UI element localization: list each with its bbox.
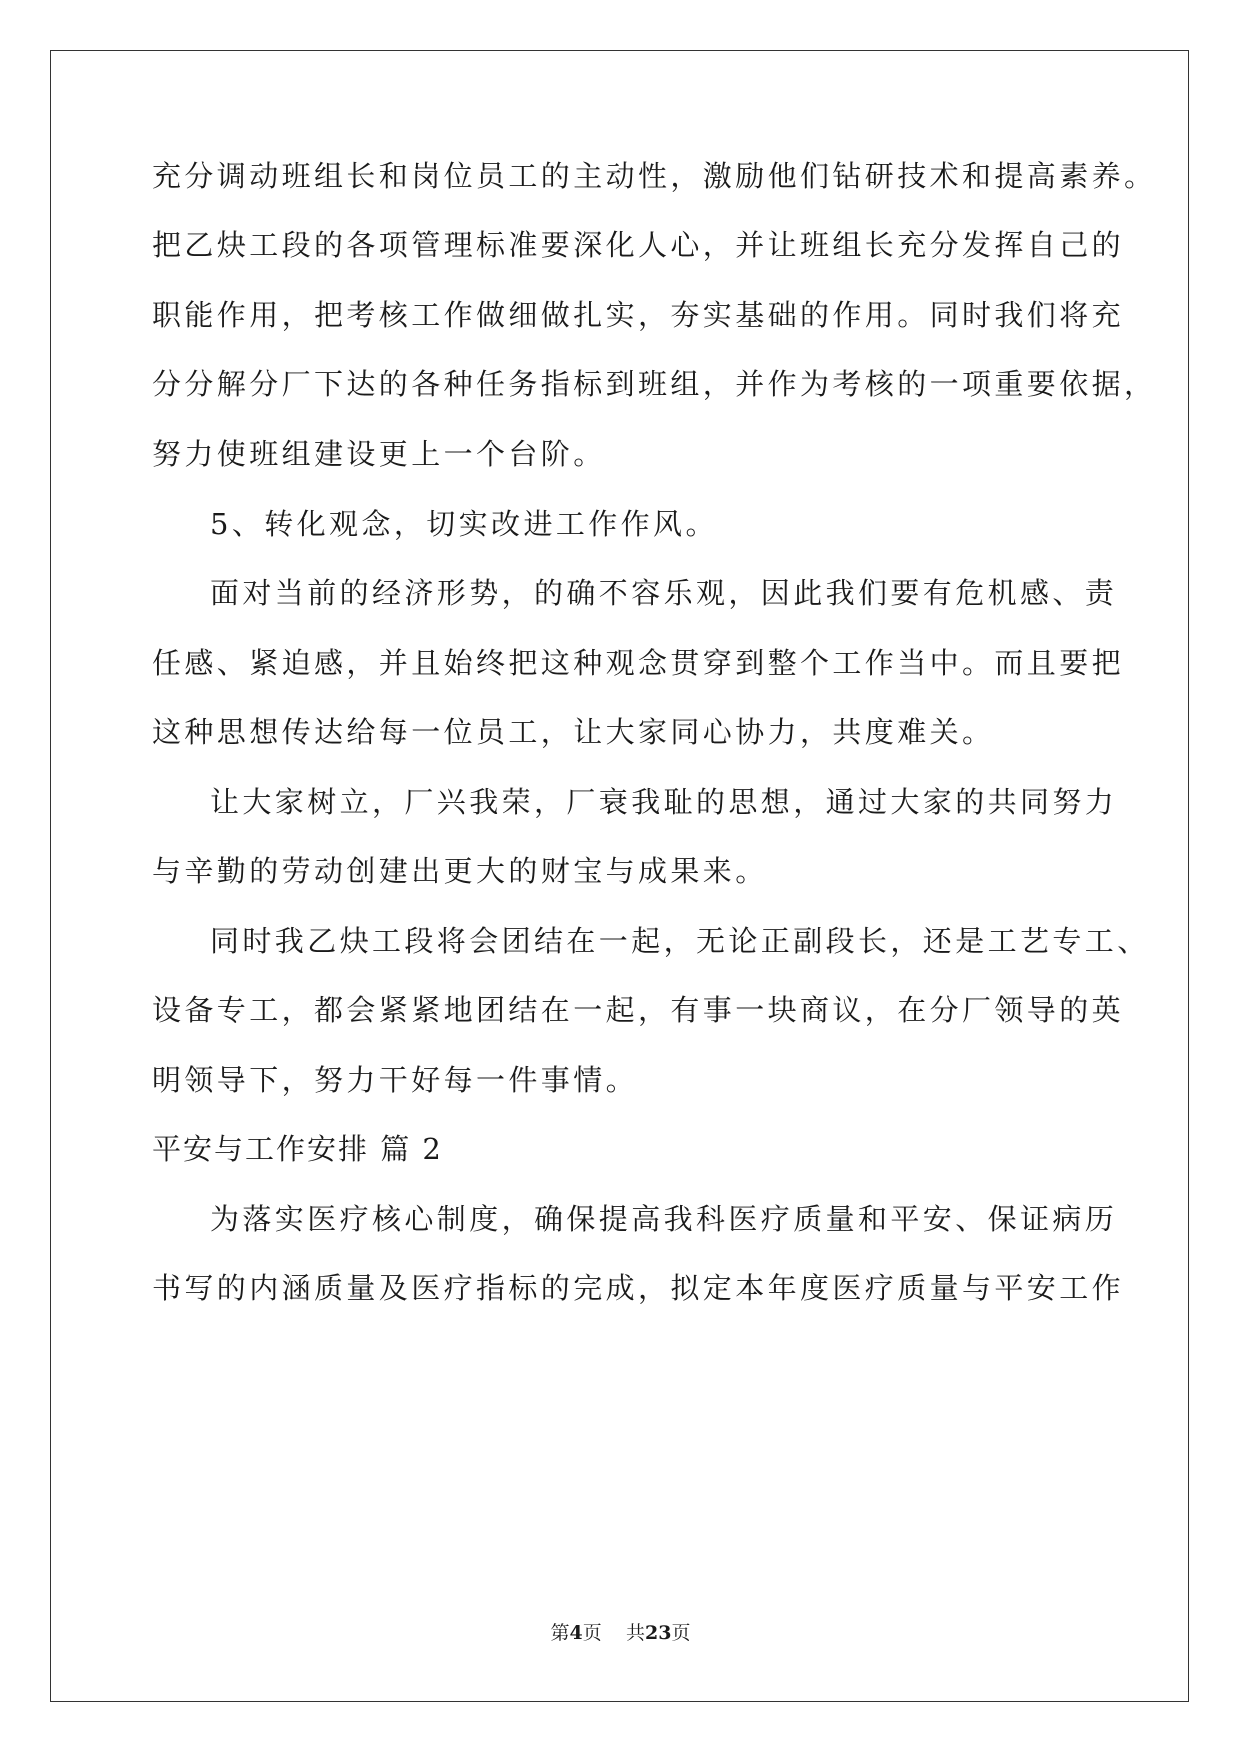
body-line-4: 分分解分厂下达的各种任务指标到班组，并作为考核的一项重要依据，	[152, 367, 1157, 401]
page-number: 4	[569, 1622, 583, 1644]
total-pages: 23	[644, 1622, 672, 1644]
body-line-7: 面对当前的经济形势，的确不容乐观，因此我们要有危机感、责	[210, 576, 1118, 610]
body-line-3: 职能作用，把考核工作做细做扎实，夯实基础的作用。同时我们将充	[152, 298, 1125, 332]
body-line-17: 书写的内涵质量及医疗指标的完成，拟定本年度医疗质量与平安工作	[152, 1271, 1125, 1305]
body-line-8: 任感、紧迫感，并且始终把这种观念贯穿到整个工作当中。而且要把	[152, 646, 1125, 680]
body-line-13: 设备专工，都会紧紧地团结在一起，有事一块商议，在分厂领导的英	[152, 993, 1125, 1027]
article-heading: 平安与工作安排 篇 2	[152, 1132, 443, 1166]
body-line-2: 把乙炔工段的各项管理标准要深化人心，并让班组长充分发挥自己的	[152, 228, 1125, 262]
page-prefix: 第	[550, 1622, 570, 1644]
section-heading-5: 5、转化观念，切实改进工作作风。	[210, 507, 718, 541]
body-line-11: 与辛勤的劳动创建出更大的财宝与成果来。	[152, 854, 768, 888]
total-suffix: 页	[671, 1622, 691, 1644]
body-line-16: 为落实医疗核心制度，确保提高我科医疗质量和平安、保证病历	[210, 1202, 1118, 1236]
body-line-1: 充分调动班组长和岗位员工的主动性，激励他们钻研技术和提高素养。	[152, 159, 1157, 193]
body-line-12: 同时我乙炔工段将会团结在一起，无论正副段长，还是工艺专工、	[210, 924, 1150, 958]
body-line-10: 让大家树立，厂兴我荣，厂衰我耻的思想，通过大家的共同努力	[210, 785, 1118, 819]
body-line-14: 明领导下，努力干好每一件事情。	[152, 1063, 639, 1097]
page-footer	[0, 1621, 1241, 1645]
page-suffix: 页	[582, 1622, 602, 1644]
body-line-5: 努力使班组建设更上一个台阶。	[152, 437, 606, 471]
total-prefix: 共	[625, 1622, 645, 1644]
body-line-9: 这种思想传达给每一位员工，让大家同心协力，共度难关。	[152, 715, 995, 749]
